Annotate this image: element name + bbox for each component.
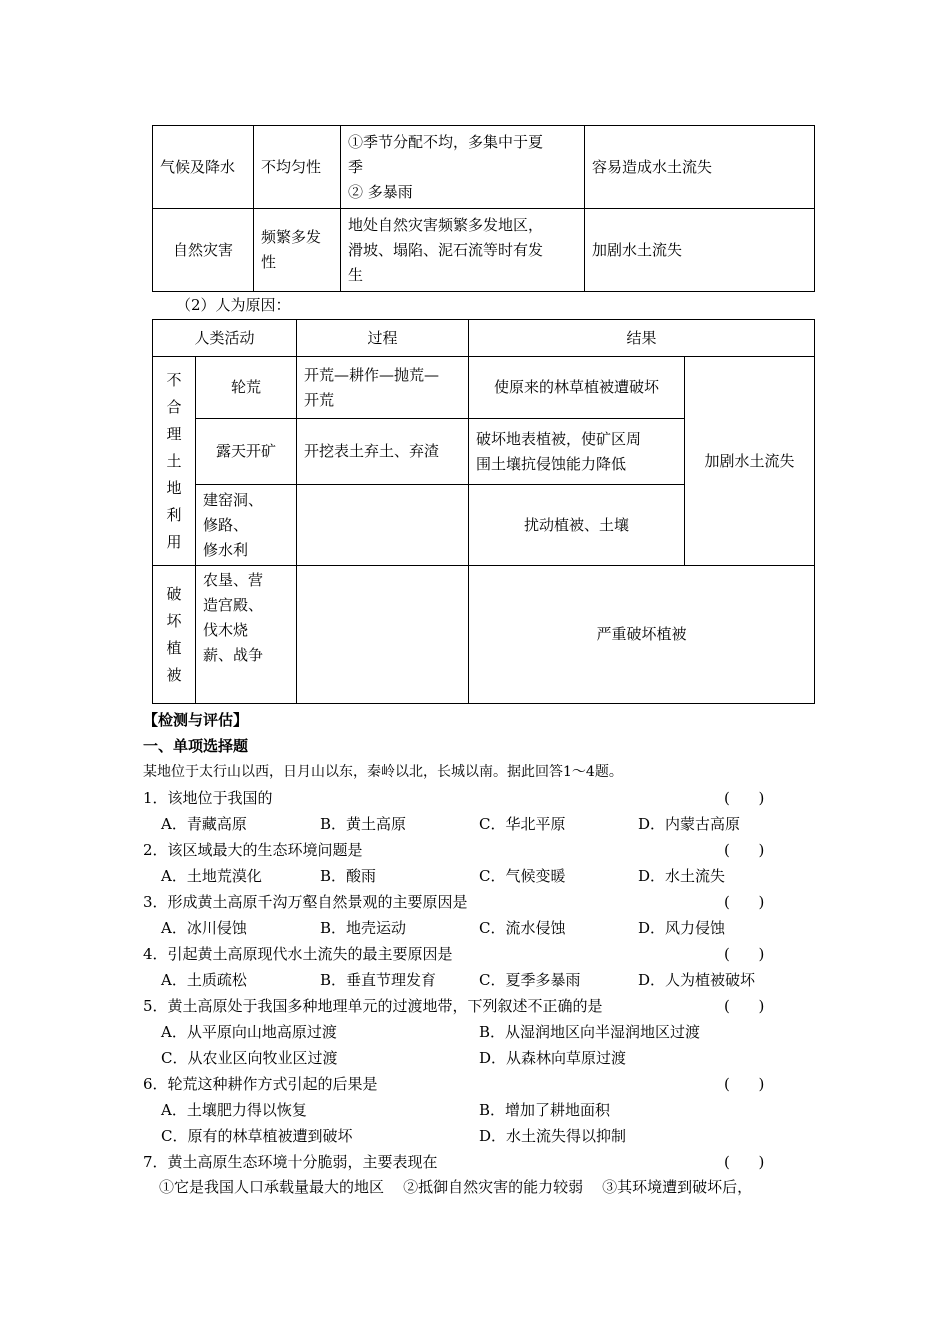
intro-text: 某地位于太行山以西，日月山以东，秦岭以北，长城以南。据此回答1～4题。 <box>143 764 623 780</box>
q6-option-b[interactable]: B．增加了耕地面积 <box>479 1101 611 1119</box>
q4-option-a[interactable]: A．土质疏松 <box>161 971 247 989</box>
result-cell: 扰动植被、土壤 <box>469 485 685 566</box>
q5-option-c[interactable]: C．从农业区向牧业区过渡 <box>161 1049 338 1067</box>
table-header-row <box>153 320 815 357</box>
result-line: 破坏地表植被，使矿区周 <box>476 429 642 448</box>
q3-option-c[interactable]: C．流水侵蚀 <box>479 919 566 937</box>
label-char: 用 <box>166 532 182 551</box>
human-causes-table <box>152 319 815 704</box>
label-char: 利 <box>166 505 182 524</box>
label-char: 植 <box>166 638 182 657</box>
q1-option-a[interactable]: A．青藏高原 <box>161 815 247 833</box>
q7-statements: ①它是我国人口承载量最大的地区 ②抵御自然灾害的能力较弱 ③其环境遭到破坏后， <box>159 1178 753 1196</box>
activity-cell: 轮荒 <box>196 357 297 419</box>
natural-causes-table <box>152 125 815 292</box>
shared-result-cell: 加剧水土流失 <box>685 357 815 566</box>
process-line: 开荒—耕作—抛荒— <box>304 365 440 384</box>
result-cell <box>469 419 685 485</box>
question-2: 2．该区域最大的生态环境问题是 <box>143 841 363 859</box>
q4-option-c[interactable]: C．夏季多暴雨 <box>479 971 581 989</box>
process-cell: 开挖表土弃土、弃渣 <box>297 419 469 485</box>
table-row <box>153 126 815 209</box>
label-char: 坏 <box>166 611 182 630</box>
q2-option-c[interactable]: C．气候变暖 <box>479 867 566 885</box>
group-label-vegetation <box>153 566 196 704</box>
result-line: 围土壤抗侵蚀能力降低 <box>476 454 627 473</box>
factor-cell: 气候及降水 <box>153 126 254 209</box>
header-process: 过程 <box>297 320 469 357</box>
details-cell <box>341 209 585 292</box>
q1-option-b[interactable]: B．黄土高原 <box>320 815 407 833</box>
header-activity: 人类活动 <box>153 320 297 357</box>
group-label-land-use <box>153 357 196 566</box>
process-cell <box>297 566 469 704</box>
activity-line: 农垦、营 <box>203 571 264 589</box>
feature-cell: 不均匀性 <box>254 126 341 209</box>
factor-cell: 自然灾害 <box>153 209 254 292</box>
result-cell: 使原来的林草植被遭破坏 <box>469 357 685 419</box>
feature-line: 性 <box>261 253 277 271</box>
label-char: 破 <box>166 584 182 603</box>
details-line: ② 多暴雨 <box>348 182 413 201</box>
activity-cell <box>196 566 297 704</box>
label-char: 被 <box>166 665 182 684</box>
answer-blank-6[interactable]: ( ) <box>724 1075 765 1093</box>
q6-option-a[interactable]: A．土壤肥力得以恢复 <box>161 1101 307 1119</box>
feature-cell <box>254 209 341 292</box>
q5-option-d[interactable]: D．从森林向草原过渡 <box>479 1049 627 1067</box>
q6-option-c[interactable]: C．原有的林草植被遭到破坏 <box>161 1127 353 1145</box>
answer-blank-2[interactable]: ( ) <box>724 841 765 859</box>
activity-cell: 露天开矿 <box>196 419 297 485</box>
details-line: ①季节分配不均，多集中于夏 <box>348 132 544 151</box>
label-char: 地 <box>166 478 182 497</box>
label-char: 合 <box>166 397 182 416</box>
answer-blank-4[interactable]: ( ) <box>724 945 765 963</box>
activity-line: 造宫殿、 <box>203 596 264 614</box>
answer-blank-1[interactable]: ( ) <box>724 789 765 807</box>
question-3: 3．形成黄土高原千沟万壑自然景观的主要原因是 <box>143 893 468 911</box>
details-line: 滑坡、塌陷、泥石流等时有发 <box>348 240 544 259</box>
table-row <box>153 566 815 704</box>
details-line: 地处自然灾害频繁多发地区， <box>348 215 544 234</box>
details-cell <box>341 126 585 209</box>
activity-line: 建窑洞、 <box>203 490 264 509</box>
q3-option-a[interactable]: A．冰川侵蚀 <box>161 919 247 937</box>
result-cell: 容易造成水土流失 <box>585 126 815 209</box>
label-char: 理 <box>166 424 182 443</box>
answer-blank-3[interactable]: ( ) <box>724 893 765 911</box>
table-row <box>153 357 815 419</box>
table-row <box>153 209 815 292</box>
human-causes-heading: （2）人为原因： <box>176 296 291 314</box>
q3-option-b[interactable]: B．地壳运动 <box>320 919 407 937</box>
process-cell <box>297 485 469 566</box>
question-4: 4．引起黄土高原现代水土流失的最主要原因是 <box>143 945 453 963</box>
question-7: 7．黄土高原生态环境十分脆弱，主要表现在 <box>143 1153 438 1171</box>
process-cell <box>297 357 469 419</box>
q5-option-a[interactable]: A．从平原向山地高原过渡 <box>161 1023 337 1041</box>
activity-line: 修水利 <box>203 540 249 559</box>
label-char: 不 <box>166 370 182 389</box>
label-char: 土 <box>166 451 182 470</box>
activity-line: 修路、 <box>203 515 249 534</box>
details-line: 季 <box>348 157 364 176</box>
q1-option-c[interactable]: C．华北平原 <box>479 815 566 833</box>
activity-line: 伐木烧 <box>203 621 249 639</box>
q2-option-b[interactable]: B．酸雨 <box>320 867 377 885</box>
header-result: 结果 <box>469 320 815 357</box>
q4-option-b[interactable]: B．垂直节理发育 <box>320 971 437 989</box>
answer-blank-5[interactable]: ( ) <box>724 997 765 1015</box>
question-6: 6．轮荒这种耕作方式引起的后果是 <box>143 1075 378 1093</box>
question-5: 5．黄土高原处于我国多种地理单元的过渡地带，下列叙述不正确的是 <box>143 997 603 1015</box>
q5-option-b[interactable]: B．从湿润地区向半湿润地区过渡 <box>479 1023 701 1041</box>
section-subtitle: 一、单项选择题 <box>143 737 249 755</box>
q2-option-a[interactable]: A．土地荒漠化 <box>161 867 262 885</box>
result-cell: 严重破坏植被 <box>469 566 815 704</box>
result-cell: 加剧水土流失 <box>585 209 815 292</box>
q6-option-d[interactable]: D．水土流失得以抑制 <box>479 1127 627 1145</box>
process-line: 开荒 <box>304 390 335 409</box>
answer-blank-7[interactable]: ( ) <box>724 1153 765 1171</box>
q4-option-d[interactable]: D．人为植被破坏 <box>638 971 756 989</box>
activity-cell <box>196 485 297 566</box>
q1-option-d[interactable]: D．内蒙古高原 <box>638 815 741 833</box>
question-1: 1．该地位于我国的 <box>143 789 273 807</box>
q2-option-d[interactable]: D．水土流失 <box>638 867 726 885</box>
section-title: 【检测与评估】 <box>143 711 249 729</box>
details-line: 生 <box>348 265 364 284</box>
feature-line: 频繁多发 <box>261 228 322 246</box>
q3-option-d[interactable]: D．风力侵蚀 <box>638 919 726 937</box>
activity-line: 薪、战争 <box>203 646 264 664</box>
